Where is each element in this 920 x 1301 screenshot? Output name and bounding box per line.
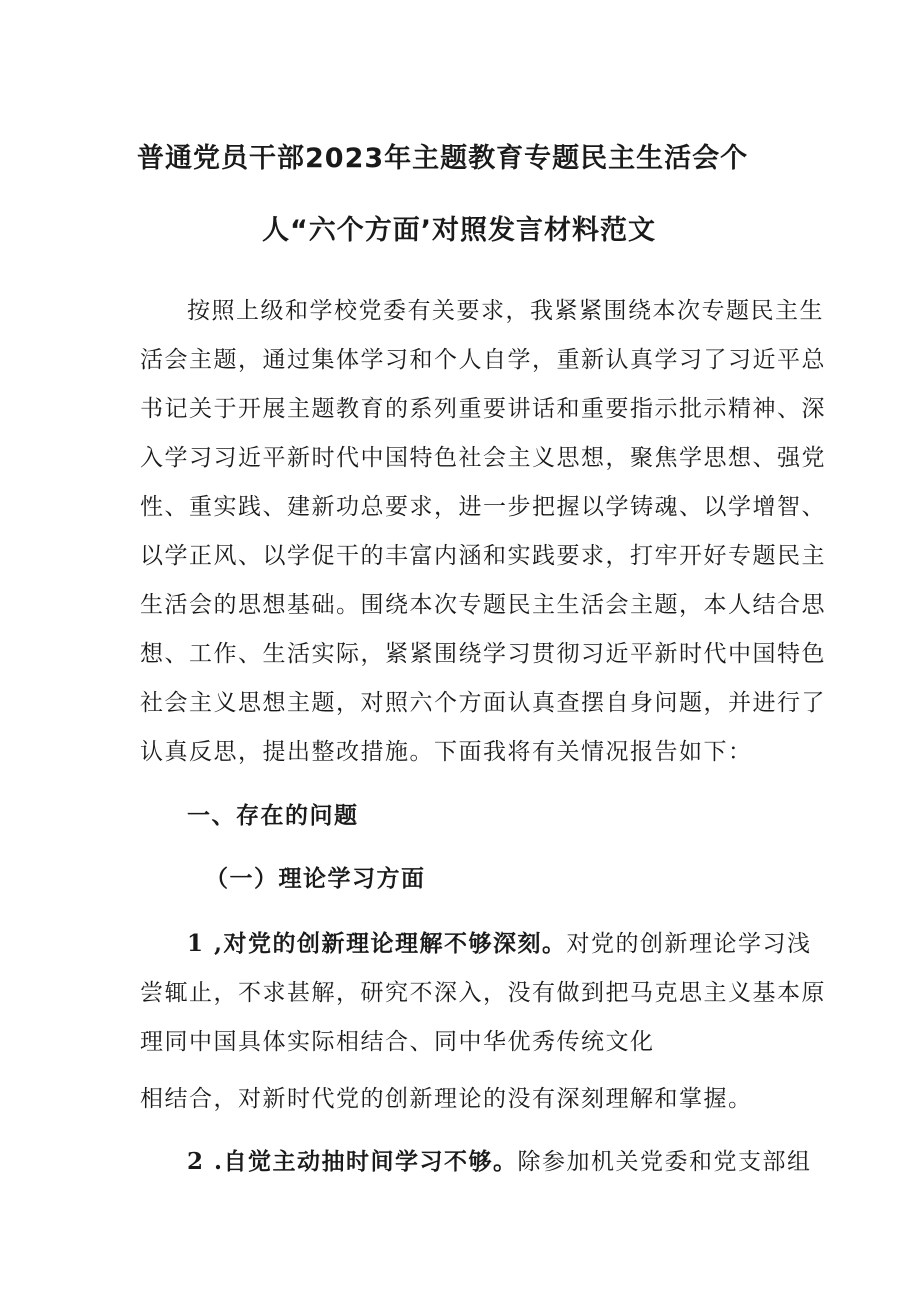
intro-line: 认真反思，提出整改措施。下面我将有关情况报告如下： <box>140 739 753 765</box>
subsection-heading: （一）理论学习方面 <box>205 866 426 892</box>
item-1-text: 对党的创新理论学习浅 <box>566 931 812 957</box>
intro-line: 以学正风、以学促干的丰富内涵和实践要求，打牢开好专题民主 <box>140 543 826 569</box>
item-1-line: 理同中国具体实际相结合、同中华优秀传统文化 <box>140 1029 655 1055</box>
section-heading: 一、存在的问题 <box>187 803 359 829</box>
item-1-line: 相结合，对新时代党的创新理论的没有深刻理解和掌握。 <box>140 1086 753 1112</box>
document-title-line-1: 普通党员干部2023年主题教育专题民主生活会个 <box>137 143 749 174</box>
item-1-first-line <box>187 925 812 958</box>
item-1-line: 尝辄止，不求甚解，研究不深入，没有做到把马克思主义基本原 <box>140 980 826 1006</box>
item-2-heading: 2 .自觉主动抽时间学习不够。 <box>187 1148 518 1175</box>
intro-line: 性、重实践、建新功总要求，进一步把握以学铸魂、以学增智、 <box>140 494 826 520</box>
intro-line: 生活会的思想基础。围绕本次专题民主生活会主题，本人结合思 <box>140 592 826 618</box>
item-1-heading: 1 ,对党的创新理论理解不够深刻。 <box>187 930 567 957</box>
intro-line: 书记关于开展主题教育的系列重要讲话和重要指示批示精神、深 <box>140 396 826 422</box>
intro-line: 社会主义思想主题，对照六个方面认真查摆自身问题，并进行了 <box>140 690 826 716</box>
document-title-line-2: 人“六个方面’对照发言材料范文 <box>262 215 657 246</box>
intro-line: 活会主题，通过集体学习和个人自学，重新认真学习了习近平总 <box>140 347 826 373</box>
intro-line: 想、工作、生活实际，紧紧围绕学习贯彻习近平新时代中国特色 <box>140 641 826 667</box>
item-2-text: 除参加机关党委和党支部组 <box>517 1149 812 1175</box>
intro-line: 按照上级和学校党委有关要求，我紧紧围绕本次专题民主生 <box>187 298 824 324</box>
intro-line: 入学习习近平新时代中国特色社会主义思想，聚焦学思想、强党 <box>140 445 826 471</box>
item-2-first-line <box>187 1143 812 1176</box>
